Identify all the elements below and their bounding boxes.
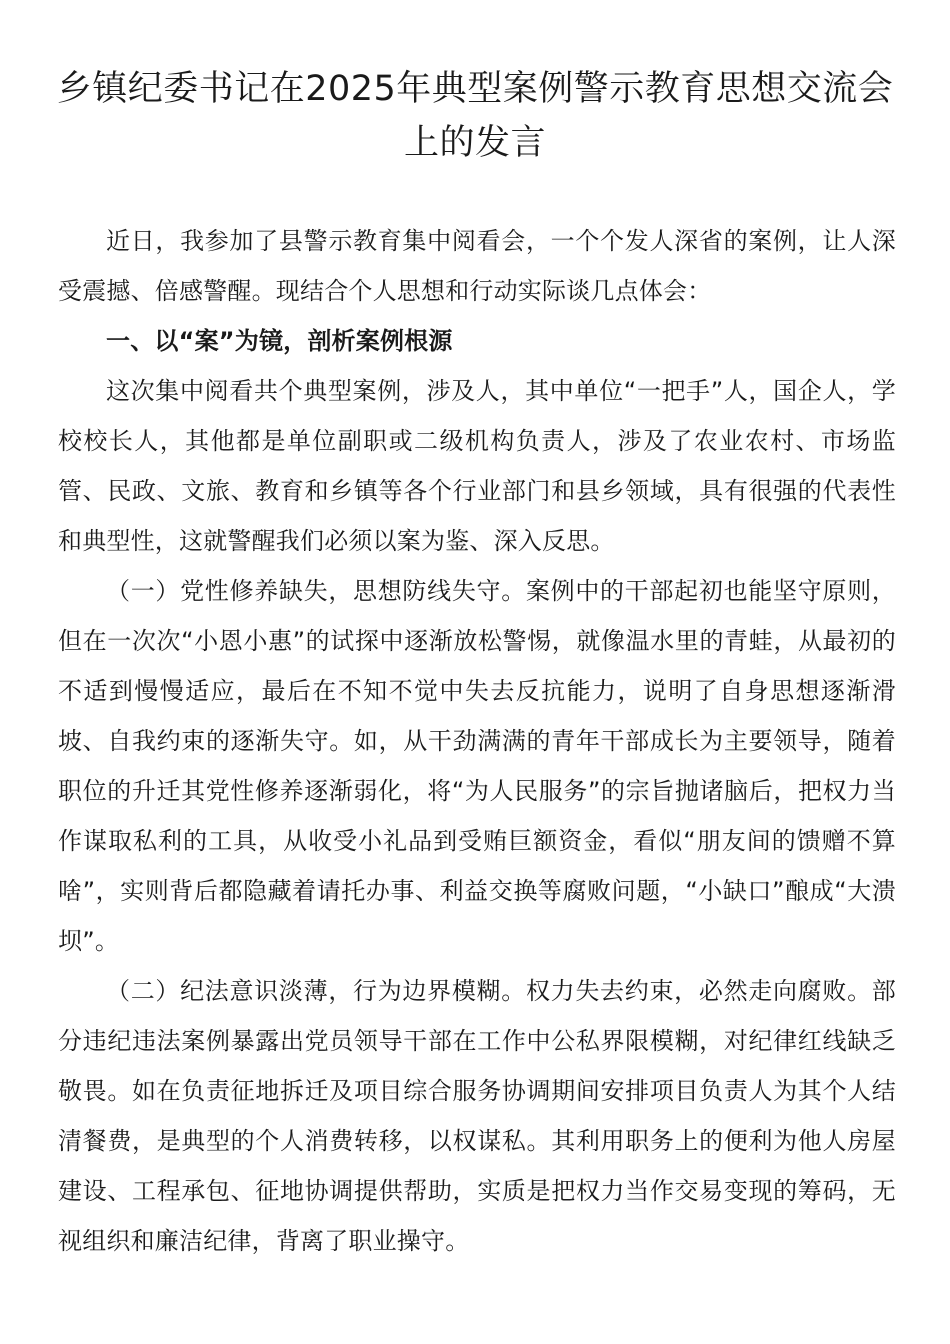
paragraph-point-1: （一）党性修养缺失，思想防线失守。案例中的干部起初也能坚守原则，但在一次次“小恩小惠”的试探中逐渐放松警惕，就像温水里的青蛙，从最初的不适到慢慢适应，最后在不知不觉中失去反抗能力，说明了自身思想逐渐滑坡、自我约束的逐渐失守。如，从干劲满满的青年干部成长为主要领导，随着职位的升迁其党性修养逐渐弱化，将“为人民服务”的宗旨抛诸脑后，把权力当作谋取私利的工具，从收受小礼品到受贿巨额资金，看似“朋友间的馈赠不算啥”，实则背后都隐藏着请托办事、利益交换等腐败问题，“小缺口”酿成“大溃坝”。 bbox=[58, 577, 896, 955]
section-heading-1: 一、以“案”为镜，剖析案例根源 bbox=[106, 327, 453, 355]
document-body bbox=[58, 216, 896, 1266]
paragraph-case-overview: 这次集中阅看共个典型案例，涉及人，其中单位“一把手”人，国企人，学校校长人，其他都是单位副职或二级机构负责人，涉及了农业农村、市场监管、民政、文旅、教育和乡镇等各个行业部门和县乡领域，具有很强的代表性和典型性，这就警醒我们必须以案为鉴、深入反思。 bbox=[58, 377, 896, 555]
paragraph-point-2: （二）纪法意识淡薄，行为边界模糊。权力失去约束，必然走向腐败。部分违纪违法案例暴露出党员领导干部在工作中公私界限模糊，对纪律红线缺乏敬畏。如在负责征地拆迁及项目综合服务协调期间安排项目负责人为其个人结清餐费，是典型的个人消费转移，以权谋私。其利用职务上的便利为他人房屋建设、工程承包、征地协调提供帮助，实质是把权力当作交易变现的筹码，无视组织和廉洁纪律，背离了职业操守。 bbox=[58, 977, 896, 1255]
paragraph-intro: 近日，我参加了县警示教育集中阅看会，一个个发人深省的案例，让人深受震撼、倍感警醒。现结合个人思想和行动实际谈几点体会： bbox=[58, 227, 896, 305]
document-title: 乡镇纪委书记在2025年典型案例警示教育思想交流会上的发言 bbox=[56, 69, 894, 163]
